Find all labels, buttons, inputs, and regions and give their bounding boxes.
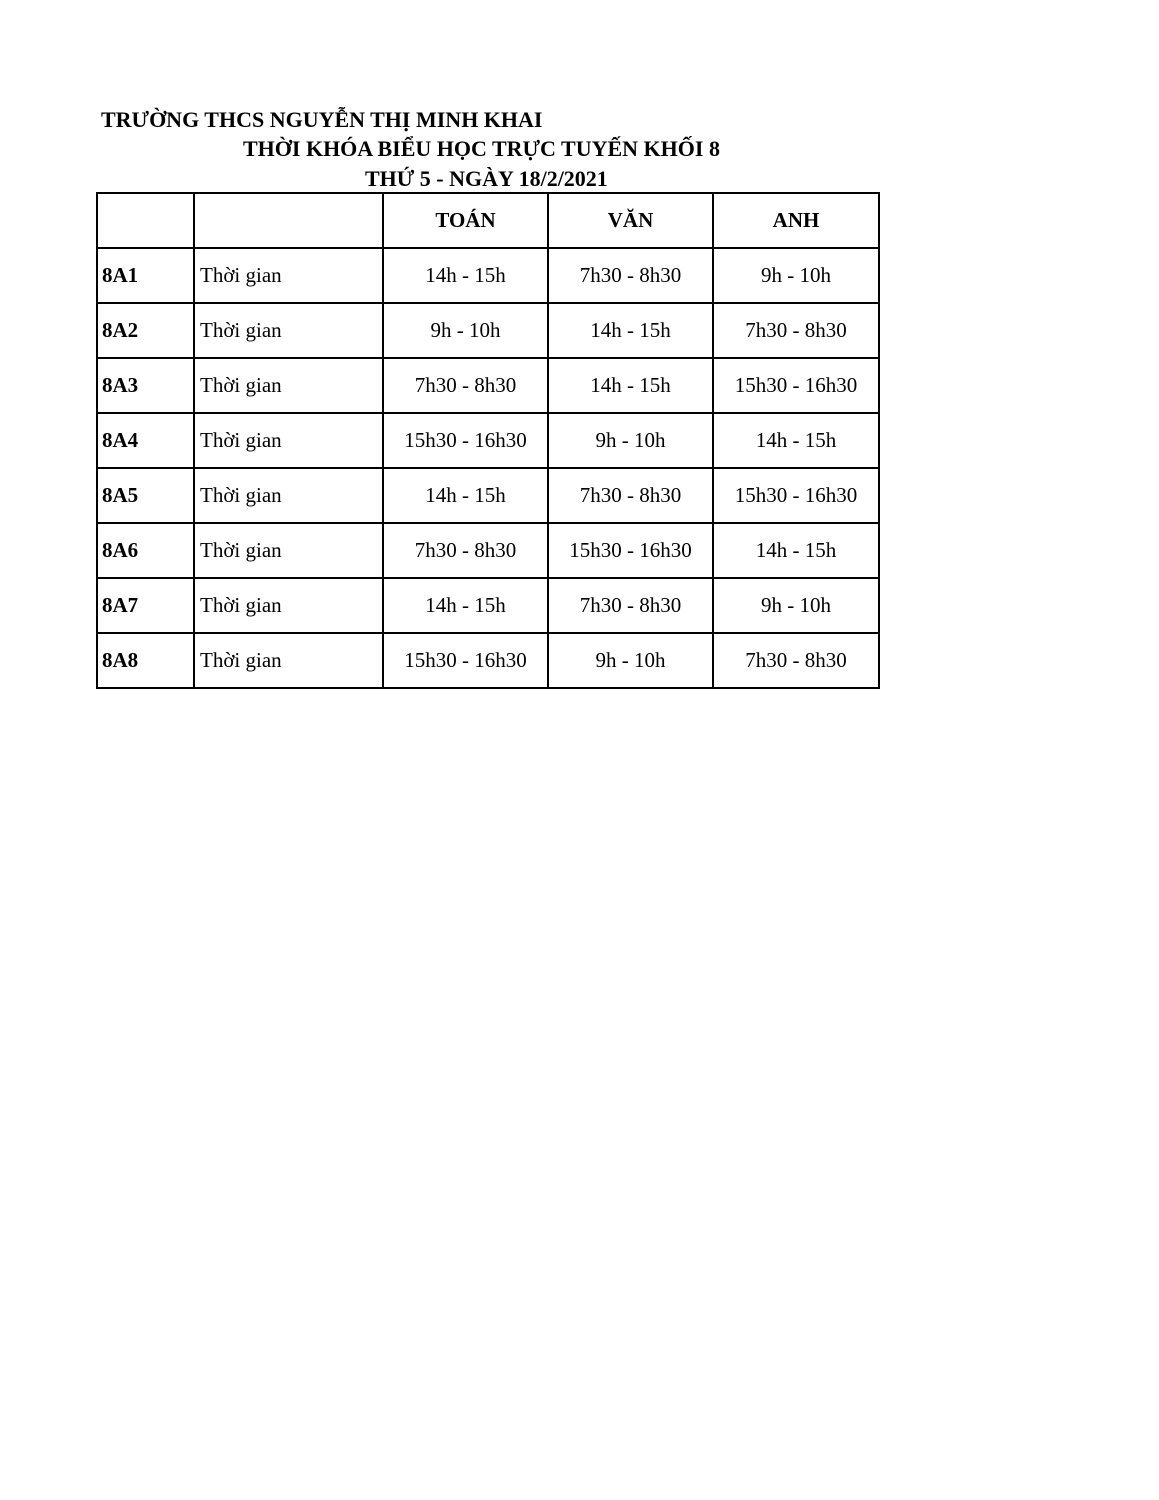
toan-time: 7h30 - 8h30 (383, 358, 548, 413)
table-row (97, 578, 879, 633)
table-row (97, 358, 879, 413)
table-header-row (97, 193, 879, 248)
timetable (96, 192, 880, 689)
row-label: Thời gian (194, 303, 383, 358)
schedule-date: THỨ 5 - NGÀY 18/2/2021 (365, 166, 608, 191)
toan-time: 14h - 15h (383, 248, 548, 303)
table-row (97, 413, 879, 468)
anh-time: 15h30 - 16h30 (713, 468, 879, 523)
anh-time: 14h - 15h (713, 413, 879, 468)
row-label: Thời gian (194, 578, 383, 633)
header-van: VĂN (548, 193, 713, 248)
table-row (97, 523, 879, 578)
class-name: 8A1 (97, 248, 194, 303)
header-anh: ANH (713, 193, 879, 248)
row-label: Thời gian (194, 523, 383, 578)
anh-time: 15h30 - 16h30 (713, 358, 879, 413)
van-time: 14h - 15h (548, 303, 713, 358)
table-row (97, 248, 879, 303)
anh-time: 7h30 - 8h30 (713, 633, 879, 688)
class-name: 8A7 (97, 578, 194, 633)
toan-time: 7h30 - 8h30 (383, 523, 548, 578)
toan-time: 15h30 - 16h30 (383, 413, 548, 468)
table-row (97, 468, 879, 523)
document-title: THỜI KHÓA BIỂU HỌC TRỰC TUYẾN KHỐI 8 (243, 136, 720, 161)
class-name: 8A4 (97, 413, 194, 468)
header-toan: TOÁN (383, 193, 548, 248)
row-label: Thời gian (194, 248, 383, 303)
table-row (97, 633, 879, 688)
van-time: 7h30 - 8h30 (548, 578, 713, 633)
school-name: TRƯỜNG THCS NGUYỄN THỊ MINH KHAI (101, 107, 543, 132)
row-label: Thời gian (194, 358, 383, 413)
header-class-column (97, 193, 194, 248)
class-name: 8A2 (97, 303, 194, 358)
toan-time: 14h - 15h (383, 468, 548, 523)
van-time: 7h30 - 8h30 (548, 468, 713, 523)
toan-time: 14h - 15h (383, 578, 548, 633)
anh-time: 14h - 15h (713, 523, 879, 578)
class-name: 8A5 (97, 468, 194, 523)
van-time: 9h - 10h (548, 633, 713, 688)
anh-time: 7h30 - 8h30 (713, 303, 879, 358)
van-time: 7h30 - 8h30 (548, 248, 713, 303)
row-label: Thời gian (194, 413, 383, 468)
toan-time: 9h - 10h (383, 303, 548, 358)
class-name: 8A6 (97, 523, 194, 578)
table-row (97, 303, 879, 358)
van-time: 14h - 15h (548, 358, 713, 413)
anh-time: 9h - 10h (713, 578, 879, 633)
class-name: 8A3 (97, 358, 194, 413)
row-label: Thời gian (194, 468, 383, 523)
class-name: 8A8 (97, 633, 194, 688)
toan-time: 15h30 - 16h30 (383, 633, 548, 688)
anh-time: 9h - 10h (713, 248, 879, 303)
row-label: Thời gian (194, 633, 383, 688)
van-time: 9h - 10h (548, 413, 713, 468)
header-label-column (194, 193, 383, 248)
van-time: 15h30 - 16h30 (548, 523, 713, 578)
